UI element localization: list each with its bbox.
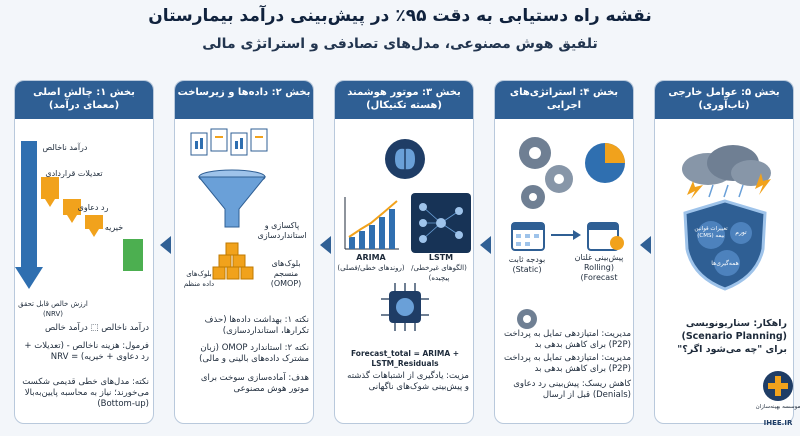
- flow-arrow: [320, 236, 331, 254]
- flow-arrow: [640, 236, 651, 254]
- panel-main-challenge: [14, 80, 154, 424]
- p2p-text-2: مدیریت: امتیازدهی تمایل به پرداخت (P2P) برای کاهش بدهی بد: [504, 353, 631, 374]
- arima-desc: (روندهای خطی/فصلی): [337, 264, 405, 272]
- arima-chart-icon: [341, 193, 401, 253]
- contract-adjust-label: تعدیلات قراردادی: [45, 169, 103, 178]
- panel-header: بخش ۵: عوامل خارجی (تاب‌آوری): [655, 81, 793, 119]
- gear-small-icon: [515, 307, 539, 331]
- lstm-desc: (الگوهای غیرخطی/پیچیده): [411, 264, 467, 282]
- goal-text: هدف: آماده‌سازی سوخت برای موتور هوش مصنوعی: [200, 373, 309, 394]
- panel-header: بخش ۱: چالش اصلی (معمای درآمد): [15, 81, 153, 119]
- panel-header: بخش ۴: استراتژی‌های اجرایی: [495, 81, 633, 119]
- rolling-calendar-icon: [587, 219, 625, 251]
- cms-label: تغییرات قوانین بیمه (CMS): [694, 226, 728, 239]
- flow-arrow: [160, 236, 171, 254]
- panel-header: بخش ۲: داده‌ها و زیرساخت: [175, 81, 313, 119]
- scenario-text: راهکار: سناریونویسی (Scenario Planning) برای "چه می‌شود اگر؟": [677, 318, 787, 355]
- gears-icon: [507, 131, 587, 215]
- nrv-label: ارزش خالص قابل تحقق (NRV): [18, 300, 88, 318]
- static-budget-label: بودجه ثابت (Static): [508, 255, 546, 274]
- forward-arrow: [551, 229, 581, 241]
- revenue-waterfall-chart: [15, 133, 154, 293]
- page-title: نقشه راه دستیابی به دقت ۹۵٪ در پیش‌بینی درآمد بیمارستان: [148, 6, 652, 26]
- panel-execution-strategies: [494, 80, 634, 424]
- forecast-formula: Forecast_total = ARIMA + LSTM_Residuals: [350, 349, 460, 368]
- static-calendar-icon: [511, 219, 545, 251]
- lstm-network-icon: [411, 193, 471, 253]
- page-subtitle: تلفیق هوش مصنوعی، مدل‌های تصادفی و استراتژی مالی: [202, 36, 598, 52]
- denials-text: کاهش ریسک: پیش‌بینی رد دعاوی (Denials) قبل از ارسال: [513, 379, 631, 400]
- gross-revenue-label: درآمد ناخالص: [42, 143, 88, 152]
- flow-arrow: [480, 236, 491, 254]
- logo-site: IHEE.IR: [763, 419, 793, 427]
- storm-cloud-icon: [673, 139, 777, 199]
- blocks-label: بلوک‌های داده منظم: [183, 270, 215, 288]
- pandemic-label: همه‌گیری‌ها: [711, 260, 739, 267]
- panel-smart-engine: [334, 80, 474, 424]
- advantage-text: مزیت: یادگیری از اشتباهات گذشته و پیش‌بینی شوک‌های ناگهانی: [347, 371, 469, 392]
- linear-model-note: نکته: مدل‌های خطی قدیمی شکست می‌خورند؛ نیاز به محاسبه پایین‌به‌بالا (Bottom-up): [22, 377, 149, 409]
- chip-icon: [379, 281, 431, 333]
- charity-label: خیریه: [104, 223, 124, 232]
- rolling-forecast-label: پیش‌بینی غلتان (Rolling Forecast): [574, 253, 624, 282]
- brain-icon: [383, 137, 427, 181]
- funnel-icon: [197, 169, 267, 229]
- panel-header: بخش ۳: موتور هوشمند (هسته تکنیکال): [335, 81, 473, 119]
- tip-hygiene: نکته ۱: بهداشت داده‌ها (حذف تکرارها، استانداردسازی): [204, 315, 309, 336]
- logo-name: موسسه بهینه‌سازان: [755, 404, 800, 410]
- denials-label: رد دعاوی: [77, 203, 109, 212]
- arima-label: ARIMA: [356, 253, 386, 262]
- tip-omop: نکته ۲: استاندارد OMOP (زبان مشترک داده‌های بالینی و مالی): [199, 343, 309, 364]
- p2p-text-1: مدیریت: امتیازدهی تمایل به پرداخت (P2P) برای کاهش بدهی بد: [504, 329, 631, 350]
- omop-label: بلوک‌های منسجم (OMOP): [270, 259, 302, 288]
- nrv-formula-text: فرمول: هزینه ناخالص - (تعدیلات + رد دعاوی + خیریه) = NRV: [24, 341, 149, 362]
- inflation-label: تورم: [735, 229, 747, 236]
- logo-mark-icon: [762, 370, 794, 402]
- cleaning-label: پاکسازی و استانداردسازی: [257, 221, 307, 240]
- pie-chart-icon: [583, 141, 627, 185]
- lstm-label: LSTM: [428, 253, 454, 262]
- gross-vs-net-text: درآمد ناخالص ⬚ درآمد خالص: [44, 323, 149, 333]
- shield-icon: [677, 199, 773, 291]
- documents-icon: [187, 127, 279, 167]
- panel-data-infrastructure: [174, 80, 314, 424]
- institute-logo: [755, 370, 800, 432]
